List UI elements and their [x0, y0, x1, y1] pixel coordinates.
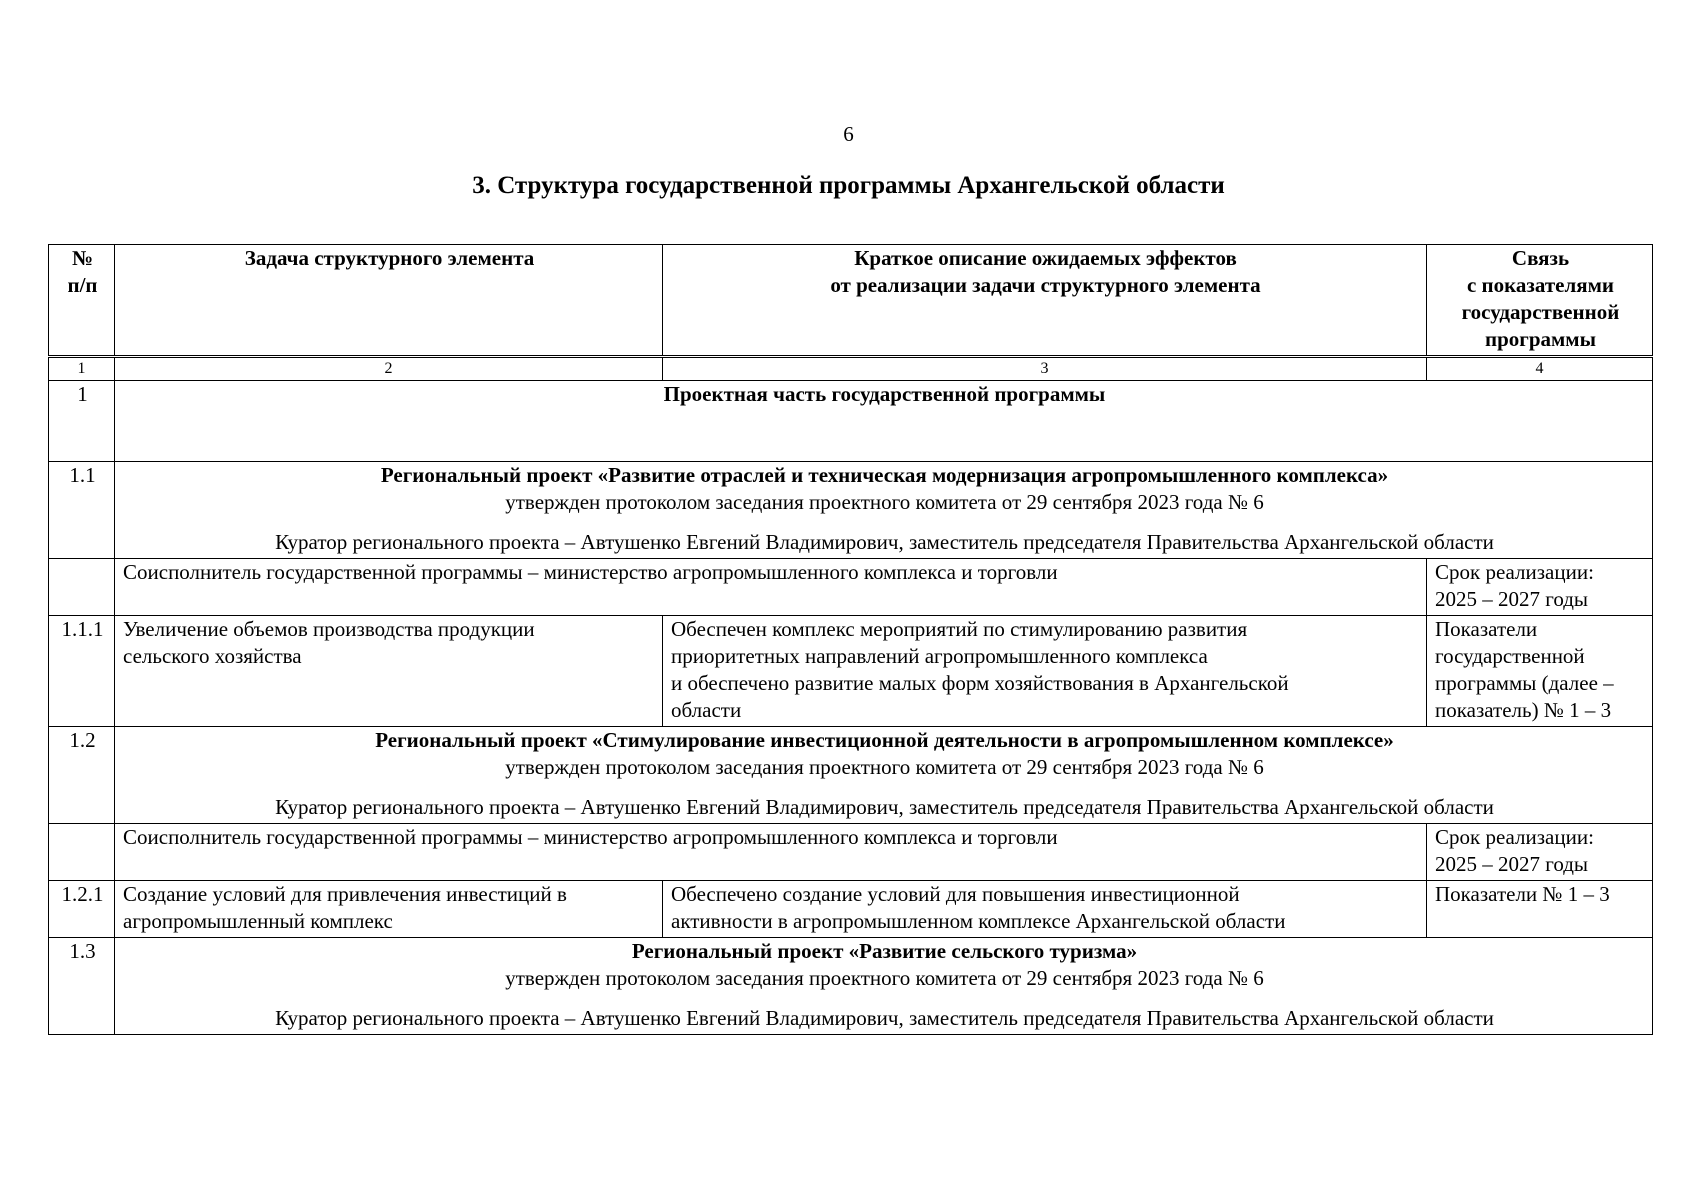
col-index: 3 [663, 357, 1427, 381]
project-info [115, 938, 1653, 1035]
project-curator: Куратор регионального проекта – Автушенко Евгений Владимирович, заместитель председателя Правительства Архангельской области [275, 1006, 1494, 1030]
task-indicator-link: Показатели № 1 – 3 [1427, 881, 1653, 938]
coexecutor-row [49, 559, 1653, 616]
task-number: 1.2.1 [49, 881, 115, 938]
project-title: Региональный проект «Развитие отраслей и техническая модернизация агропромышленного комплекса» [380, 463, 1389, 487]
project-number: 1.2 [49, 727, 115, 824]
project-approval: утвержден протоколом заседания проектного комитета от 29 сентября 2023 года № 6 [505, 490, 1264, 514]
project-curator: Куратор регионального проекта – Автушенко Евгений Владимирович, заместитель председателя Правительства Архангельской области [275, 530, 1494, 554]
col-index: 2 [115, 357, 663, 381]
header-num: № п/п [49, 245, 115, 357]
task-effect: Обеспечено создание условий для повышения инвестиционной активности в агропромышленном комплексе Архангельской области [663, 881, 1427, 938]
task-effect: Обеспечен комплекс мероприятий по стимулированию развития приоритетных направлений агропромышленного комплекса и обеспечено развитие малых форм хозяйствования в Архангельской области [663, 616, 1427, 727]
project-number: 1.3 [49, 938, 115, 1035]
structure-table [48, 244, 1653, 1035]
header-effects: Краткое описание ожидаемых эффектов от реализации задачи структурного элемента [663, 245, 1427, 357]
project-row [49, 938, 1653, 1035]
task-name: Увеличение объемов производства продукции сельского хозяйства [115, 616, 663, 727]
page-number: 6 [843, 122, 854, 146]
part-number: 1 [49, 381, 115, 462]
part-title: Проектная часть государственной программы [115, 381, 1653, 462]
empty-cell [49, 559, 115, 616]
project-row [49, 462, 1653, 559]
task-name: Создание условий для привлечения инвестиций в агропромышленный комплекс [115, 881, 663, 938]
term: Срок реализации: 2025 – 2027 годы [1427, 559, 1653, 616]
empty-cell [49, 824, 115, 881]
task-indicator-link: Показатели государственной программы (далее – показатель) № 1 – 3 [1427, 616, 1653, 727]
task-row [49, 616, 1653, 727]
project-approval: утвержден протоколом заседания проектного комитета от 29 сентября 2023 года № 6 [505, 755, 1264, 779]
project-info [115, 727, 1653, 824]
project-title: Региональный проект «Развитие сельского туризма» [631, 939, 1138, 963]
part-row [49, 381, 1653, 462]
term: Срок реализации: 2025 – 2027 годы [1427, 824, 1653, 881]
task-number: 1.1.1 [49, 616, 115, 727]
coexecutor-row [49, 824, 1653, 881]
col-index: 1 [49, 357, 115, 381]
project-approval: утвержден протоколом заседания проектного комитета от 29 сентября 2023 года № 6 [505, 966, 1264, 990]
project-row [49, 727, 1653, 824]
project-title: Региональный проект «Стимулирование инвестиционной деятельности в агропромышленном комплексе» [375, 728, 1394, 752]
project-info [115, 462, 1653, 559]
page-title: 3. Структура государственной программы Архангельской области [472, 172, 1225, 199]
col-index: 4 [1427, 357, 1653, 381]
header-task: Задача структурного элемента [115, 245, 663, 357]
header-link: Связь с показателями государственной программы [1427, 245, 1653, 357]
project-number: 1.1 [49, 462, 115, 559]
project-curator: Куратор регионального проекта – Автушенко Евгений Владимирович, заместитель председателя Правительства Архангельской области [275, 795, 1494, 819]
coexecutor: Соисполнитель государственной программы – министерство агропромышленного комплекса и торговли [115, 559, 1427, 616]
column-index-row [49, 357, 1653, 381]
coexecutor: Соисполнитель государственной программы – министерство агропромышленного комплекса и торговли [115, 824, 1427, 881]
task-row [49, 881, 1653, 938]
table-header-row [49, 245, 1653, 357]
